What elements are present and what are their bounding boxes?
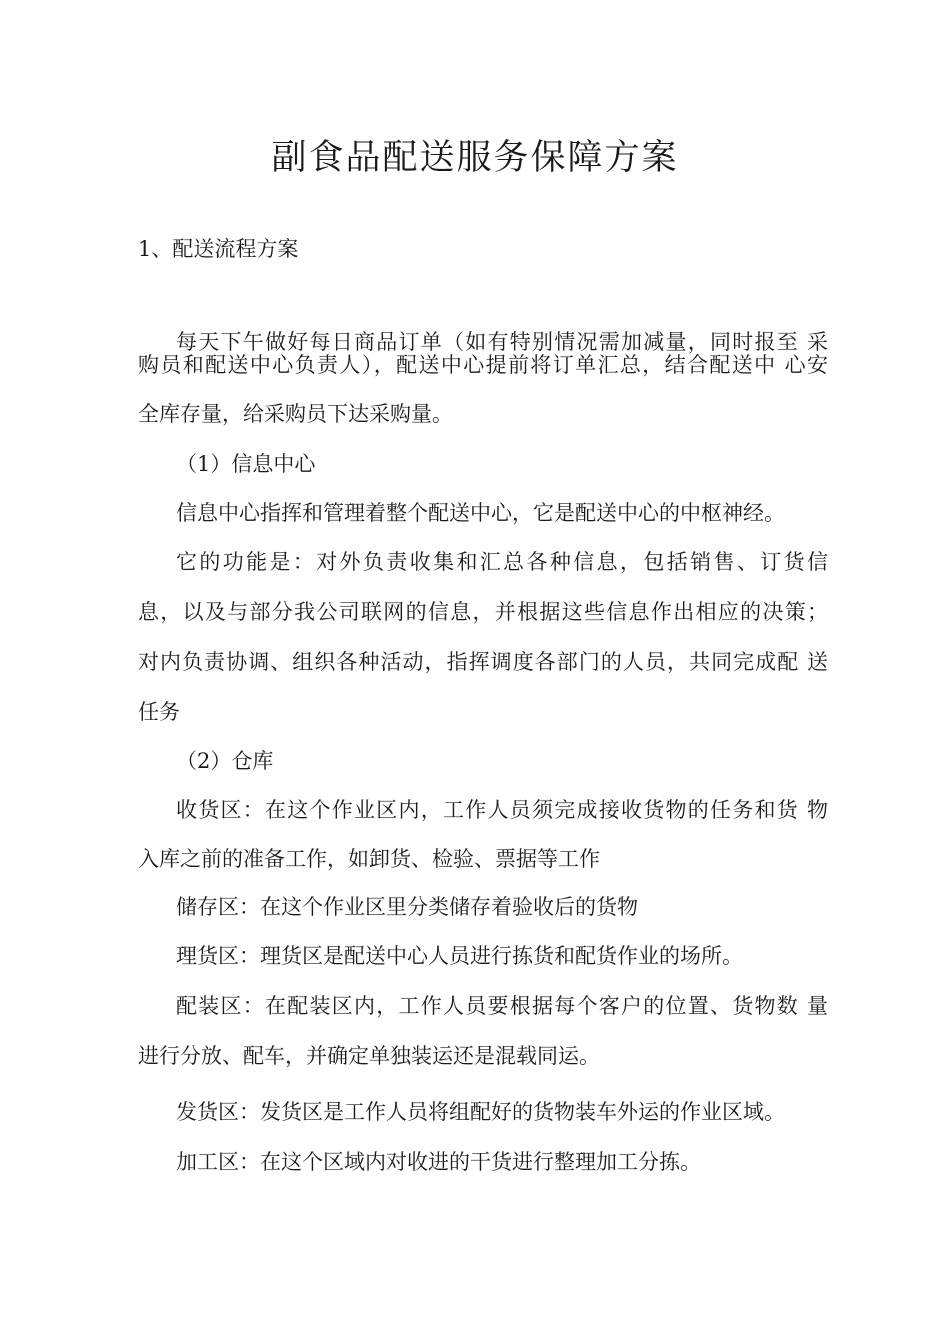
paragraph-line: 加工区：在这个区域内对收进的干货进行整理加工分拣。 xyxy=(176,1150,701,1174)
paragraph-line: 任务 xyxy=(138,700,180,724)
document-title: 副食品配送服务保障方案 xyxy=(271,138,679,178)
paragraph-line: 发货区：发货区是工作人员将组配好的货物装车外运的作业区域。 xyxy=(176,1100,785,1124)
section-heading: 1、配送流程方案 xyxy=(138,237,299,261)
paragraph-line: 入库之前的准备工作，如卸货、检验、票据等工作 xyxy=(138,847,600,871)
paragraph-line: 配装区：在配装区内，工作人员要根据每个客户的位置、货物数 量 xyxy=(176,994,828,1018)
paragraph-line: 理货区：理货区是配送中心人员进行拣货和配货作业的场所。 xyxy=(176,944,743,968)
paragraph-line: 对内负责协调、组织各种活动，指挥调度各部门的人员，共同完成配 送 xyxy=(138,650,828,674)
paragraph-line: 购员和配送中心负责人），配送中心提前将订单汇总，结合配送中 心安 xyxy=(138,353,828,377)
paragraph-line: 每天下午做好每日商品订单（如有特别情况需加减量，同时报至 采 xyxy=(176,330,828,354)
paragraph-line: 全库存量，给采购员下达采购量。 xyxy=(138,402,453,426)
paragraph-line: 息，以及与部分我公司联网的信息，并根据这些信息作出相应的决策； xyxy=(138,600,828,624)
paragraph-line: 收货区：在这个作业区内，工作人员须完成接收货物的任务和货 物 xyxy=(176,798,828,822)
paragraph-line: 信息中心指挥和管理着整个配送中心，它是配送中心的中枢神经。 xyxy=(176,501,785,525)
paragraph-line: 储存区：在这个作业区里分类储存着验收后的货物 xyxy=(176,895,638,919)
paragraph-line: 它的功能是：对外负责收集和汇总各种信息，包括销售、订货信 xyxy=(176,550,828,574)
paragraph-line: 进行分放、配车，并确定单独装运还是混载同运。 xyxy=(138,1044,600,1068)
subsection-heading: （2）仓库 xyxy=(176,749,274,773)
subsection-heading: （1）信息中心 xyxy=(176,452,316,476)
